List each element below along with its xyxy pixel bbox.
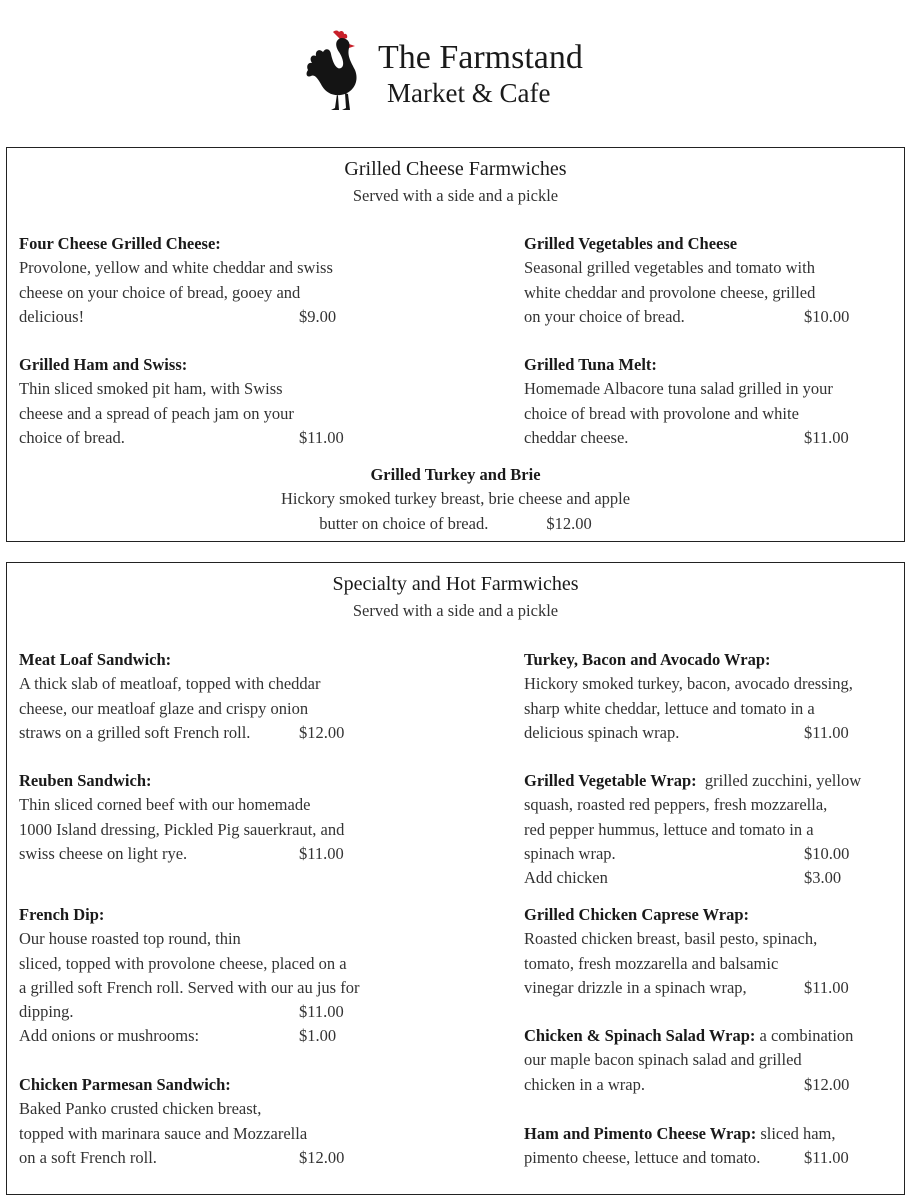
- menu-item-chicken-caprese-wrap: [524, 903, 904, 1000]
- item-name: Grilled Vegetables and Cheese: [524, 234, 738, 253]
- menu-item-grilled-vegetables-cheese: [524, 232, 904, 329]
- menu-item-four-cheese: [19, 232, 499, 329]
- menu-item-french-dip: [19, 903, 499, 1049]
- item-description: dipping.: [19, 1002, 74, 1022]
- menu-item-ham-swiss: [19, 353, 499, 450]
- item-price: $12.00: [546, 513, 592, 533]
- item-price: $11.00: [299, 1002, 344, 1022]
- item-description: Roasted chicken breast, basil pesto, spinach,: [524, 929, 818, 949]
- item-description: Homemade Albacore tuna salad grilled in your: [524, 379, 833, 399]
- item-description: white cheddar and provolone cheese, grilled: [524, 282, 816, 302]
- item-description: Hickory smoked turkey breast, brie cheese and apple: [280, 489, 631, 509]
- menu-item-meat-loaf: [19, 648, 499, 745]
- item-name: Chicken & Spinach Salad Wrap:: [524, 1026, 756, 1045]
- addon-price: $3.00: [804, 868, 842, 888]
- item-description: choice of bread with provolone and white: [524, 403, 799, 423]
- item-name: Ham and Pimento Cheese Wrap:: [524, 1124, 757, 1143]
- item-name: Grilled Turkey and Brie: [370, 465, 541, 484]
- item-description: Thin sliced corned beef with our homemade: [19, 795, 311, 815]
- item-description: straws on a grilled soft French roll.: [19, 722, 251, 742]
- item-description: 1000 Island dressing, Pickled Pig sauerkraut, and: [19, 819, 345, 839]
- section-subtitle: Served with a side and a pickle: [352, 601, 559, 620]
- menu-item-chicken-spinach-salad-wrap: [524, 1024, 904, 1097]
- item-description: our maple bacon spinach salad and grilled: [524, 1050, 802, 1070]
- item-price: $11.00: [804, 427, 849, 447]
- item-price: $9.00: [299, 306, 337, 326]
- item-description: on your choice of bread.: [524, 306, 685, 326]
- item-price: $10.00: [804, 843, 850, 863]
- item-name: Grilled Vegetable Wrap:: [524, 771, 697, 790]
- item-description: delicious spinach wrap.: [524, 722, 680, 742]
- item-description: on a soft French roll.: [19, 1147, 157, 1167]
- item-price: $12.00: [299, 722, 345, 742]
- grilled-cheese-section: [6, 147, 905, 542]
- item-description: pimento cheese, lettuce and tomato.: [524, 1148, 761, 1168]
- menu-item-grilled-vegetable-wrap: [524, 769, 904, 890]
- item-description: sliced, topped with provolone cheese, placed on a: [19, 953, 347, 973]
- item-description: swiss cheese on light rye.: [19, 843, 188, 863]
- item-description: cheese and a spread of peach jam on your: [19, 403, 294, 423]
- menu-item-reuben: [19, 769, 499, 866]
- item-price: $12.00: [804, 1074, 850, 1094]
- item-description: delicious!: [19, 306, 85, 326]
- item-description: red pepper hummus, lettuce and tomato in a: [524, 819, 814, 839]
- item-name: Four Cheese Grilled Cheese:: [19, 234, 221, 253]
- item-description: sharp white cheddar, lettuce and tomato in a: [524, 698, 815, 718]
- item-name: Meat Loaf Sandwich:: [19, 650, 172, 669]
- item-description: cheddar cheese.: [524, 427, 629, 447]
- item-name: French Dip:: [19, 905, 105, 924]
- item-description: cheese, our meatloaf glaze and crispy onion: [19, 698, 309, 718]
- item-price: $11.00: [299, 427, 344, 447]
- item-description: Seasonal grilled vegetables and tomato with: [524, 258, 815, 278]
- item-description: Baked Panko crusted chicken breast,: [19, 1099, 262, 1119]
- item-price: $11.00: [804, 977, 849, 997]
- section-subtitle: Served with a side and a pickle: [352, 186, 559, 205]
- item-price: $10.00: [804, 306, 850, 326]
- section-title: Grilled Cheese Farmwiches: [344, 158, 567, 180]
- item-description: chicken in a wrap.: [524, 1074, 645, 1094]
- item-description: vinegar drizzle in a spinach wrap,: [524, 977, 747, 997]
- brand-name: The Farmstand: [378, 39, 583, 76]
- item-name: Grilled Chicken Caprese Wrap:: [524, 905, 750, 924]
- item-price: $11.00: [804, 1148, 849, 1168]
- item-name: Reuben Sandwich:: [19, 771, 152, 790]
- item-description: tomato, fresh mozzarella and balsamic: [524, 953, 779, 973]
- addon-price: $1.00: [299, 1026, 337, 1046]
- item-description: sliced ham,: [760, 1124, 836, 1143]
- menu-item-turkey-bacon-avocado-wrap: [524, 648, 904, 745]
- section-title: Specialty and Hot Farmwiches: [332, 573, 579, 595]
- item-description: Hickory smoked turkey, bacon, avocado dressing,: [524, 674, 853, 694]
- brand-subtitle: Market & Cafe: [387, 78, 551, 108]
- item-name: Turkey, Bacon and Avocado Wrap:: [524, 650, 771, 669]
- item-description: a combination: [759, 1026, 854, 1045]
- brand-logo: [305, 30, 605, 112]
- item-description: Provolone, yellow and white cheddar and swiss: [19, 258, 333, 278]
- item-description: butter on choice of bread.: [319, 513, 489, 533]
- item-description: Our house roasted top round, thin: [19, 929, 241, 949]
- item-price: $11.00: [804, 722, 849, 742]
- specialty-hot-section: [6, 562, 905, 1195]
- item-price: $11.00: [299, 843, 344, 863]
- item-description: A thick slab of meatloaf, topped with cheddar: [19, 674, 321, 694]
- item-description: cheese on your choice of bread, gooey and: [19, 282, 301, 302]
- menu-item-tuna-melt: [524, 353, 904, 450]
- item-description: topped with marinara sauce and Mozzarella: [19, 1123, 308, 1143]
- rooster-icon: [305, 30, 369, 112]
- item-name: Grilled Tuna Melt:: [524, 355, 657, 374]
- item-description: squash, roasted red peppers, fresh mozzarella,: [524, 795, 828, 815]
- item-name: Grilled Ham and Swiss:: [19, 355, 188, 374]
- item-description: grilled zucchini, yellow: [704, 771, 862, 790]
- item-description: Thin sliced smoked pit ham, with Swiss: [19, 379, 283, 399]
- addon-label: Add chicken: [524, 868, 608, 888]
- addon-label: Add onions or mushrooms:: [19, 1026, 200, 1046]
- menu-item-turkey-brie: [7, 463, 904, 536]
- item-description: choice of bread.: [19, 427, 125, 447]
- item-price: $12.00: [299, 1147, 345, 1167]
- item-description: spinach wrap.: [524, 843, 616, 863]
- item-description: a grilled soft French roll. Served with our au jus for: [19, 977, 360, 997]
- item-name: Chicken Parmesan Sandwich:: [19, 1075, 231, 1094]
- menu-item-chicken-parmesan: [19, 1073, 499, 1170]
- menu-item-ham-pimento-wrap: [524, 1122, 904, 1171]
